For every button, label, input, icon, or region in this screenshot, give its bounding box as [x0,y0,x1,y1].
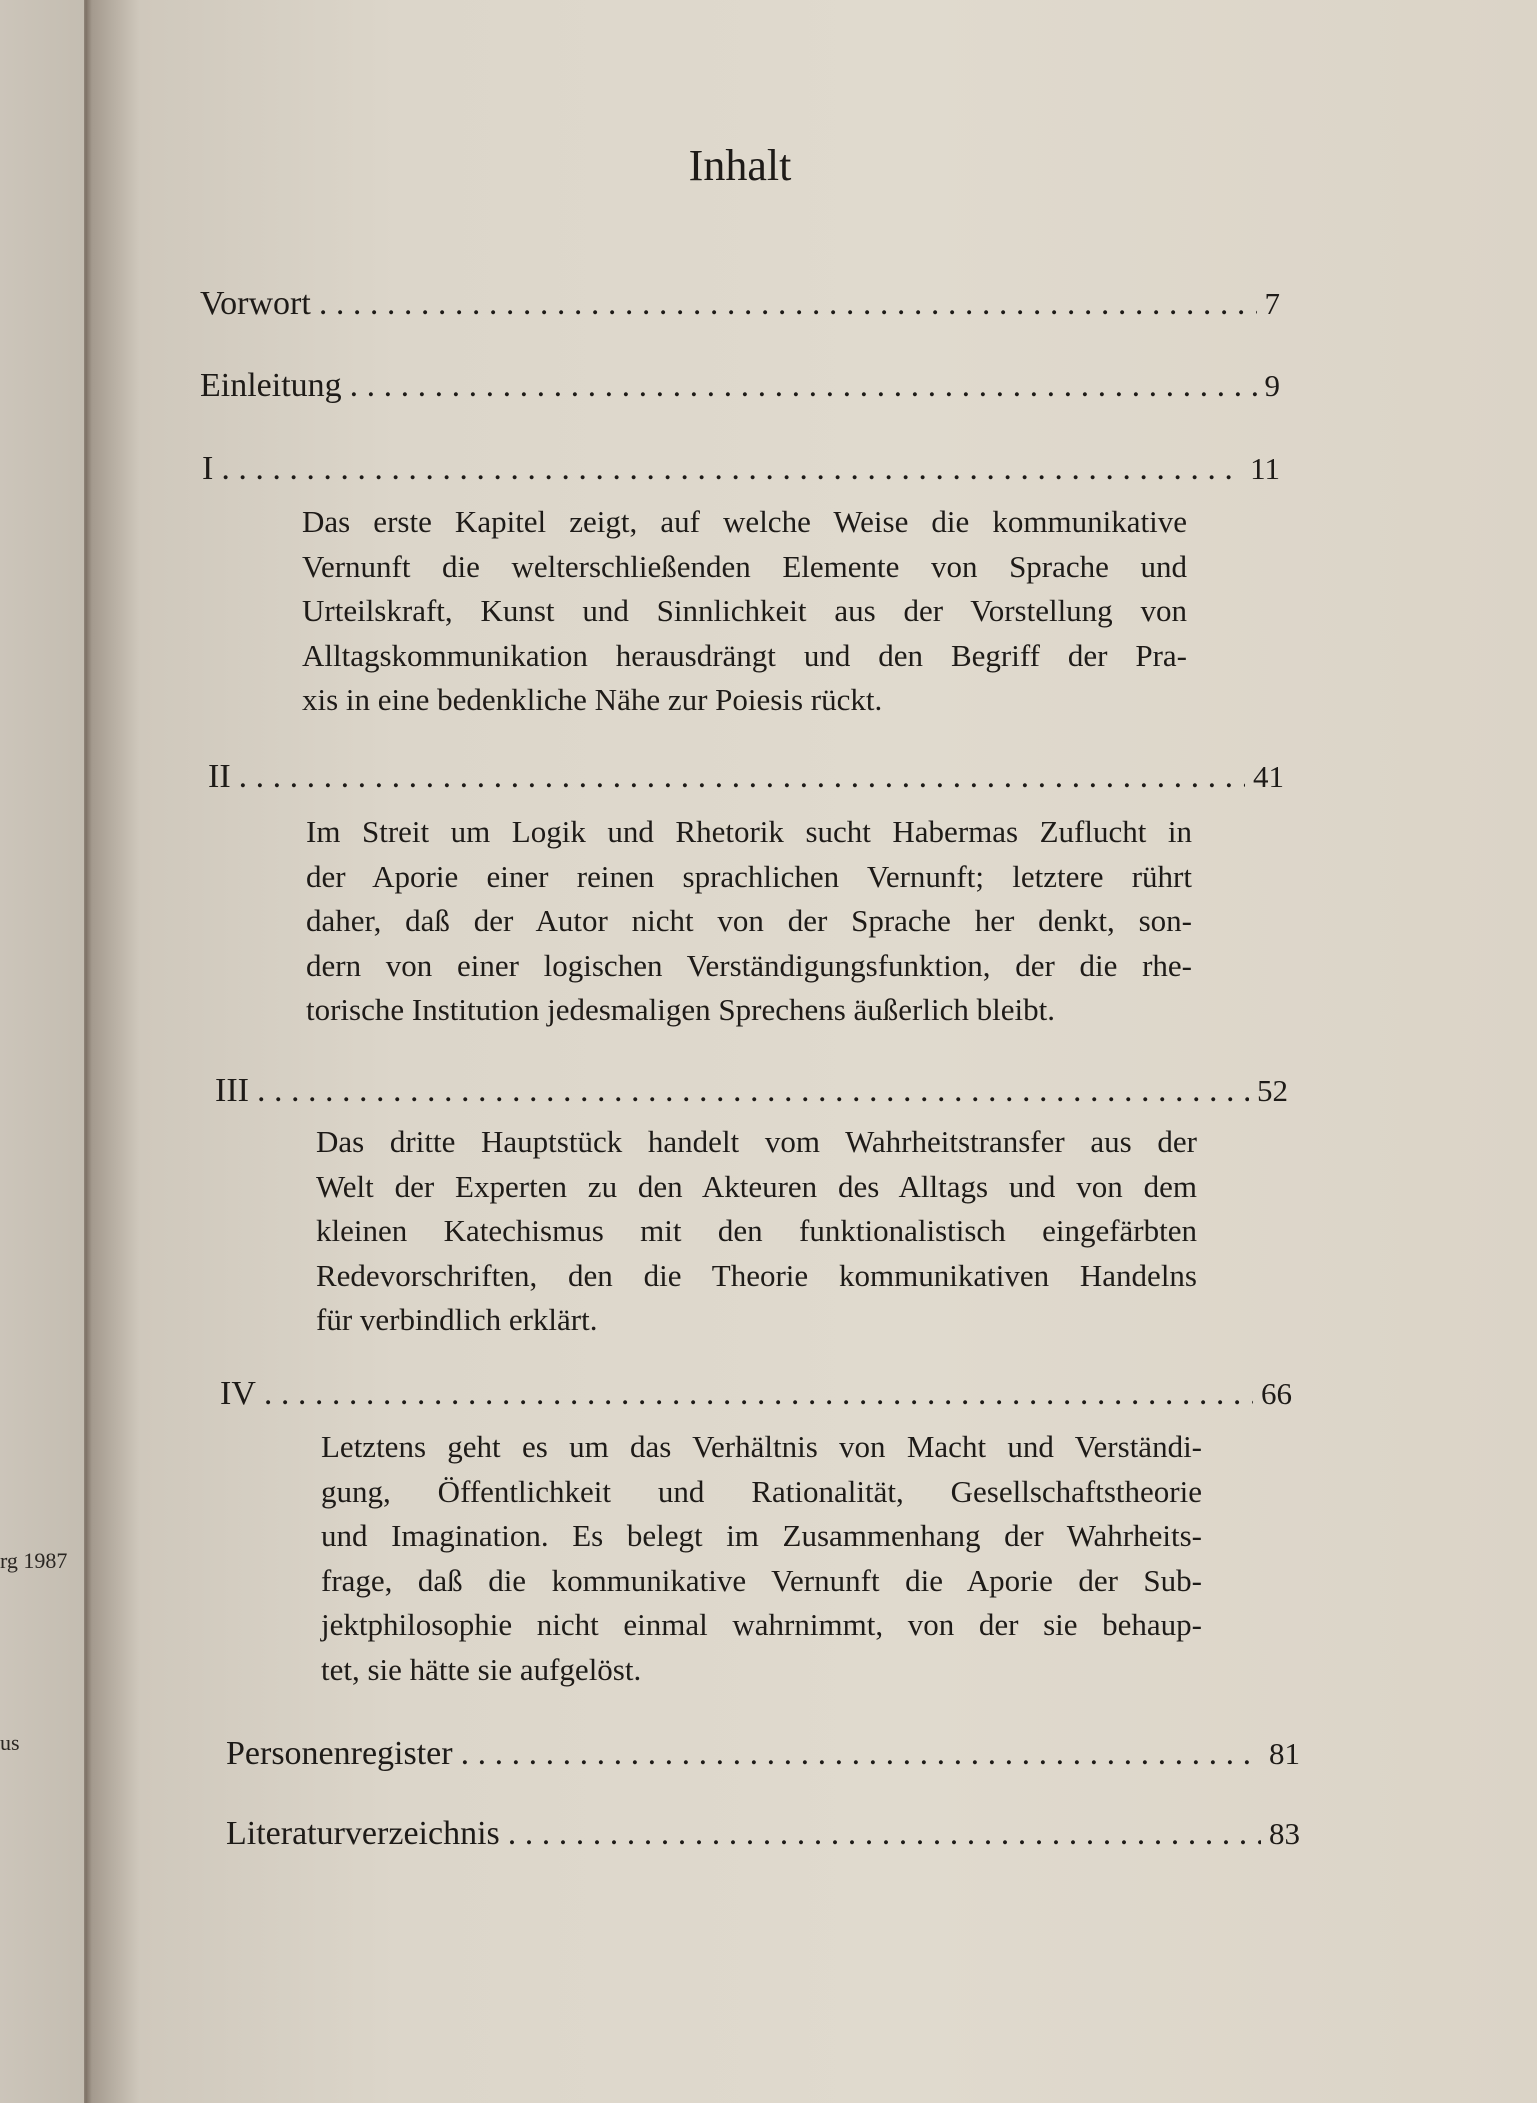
summary-line: Alltagskommunikation herausdrängt und den Begriff der Pra- [302,637,1187,673]
dot-leader [461,1735,1261,1773]
page-number: 66 [1261,1376,1292,1411]
page-number: 9 [1264,368,1280,403]
summary-line: kleinen Katechismus mit den funktionalistisch eingefärbten [316,1213,1197,1248]
chapter-summary [321,1425,1202,1692]
summary-line: tet, sie hätte sie aufgelöst. [321,1651,642,1687]
summary-line: und Imagination. Es belegt im Zusammenhang der Wahrheits- [321,1518,1202,1553]
summary-line: Im Streit um Logik und Rhetorik sucht Habermas Zuflucht in [306,814,1192,849]
dot-leader [221,450,1242,488]
summary-line: daher, daß der Autor nicht von der Sprache her denkt, son- [306,903,1192,938]
page-number: 83 [1269,1816,1300,1851]
summary-line: Redevorschriften, den die Theorie kommunikativen Handelns [316,1257,1197,1293]
entry-label: Einleitung [200,367,342,404]
summary-line: torische Institution jedesmaligen Sprechens äußerlich bleibt. [306,992,1055,1027]
summary-line: xis in eine bedenkliche Nähe zur Poiesis rückt. [302,682,883,717]
chapter-summary [306,810,1192,1033]
dot-leader [257,1072,1249,1110]
summary-line: Letztens geht es um das Verhältnis von Macht und Verständi- [321,1429,1202,1464]
left-page-edge [0,0,84,2103]
entry-label: I [202,450,214,487]
toc-entry [200,285,1280,323]
summary-line: frage, daß die kommunikative Vernunft die Aporie der Sub- [321,1562,1202,1598]
dot-leader [350,367,1257,405]
page-number: 11 [1250,451,1280,486]
left-page-fragment: us [0,1730,20,1755]
dot-leader [508,1815,1261,1853]
page-number: 81 [1269,1736,1300,1771]
entry-label: IV [220,1375,256,1412]
toc-entry [226,1735,1300,1773]
summary-line: gung, Öffentlichkeit und Rationalität, Gesellschaftstheorie [321,1473,1202,1509]
entry-label: II [208,758,231,795]
toc-entry [202,450,1280,488]
summary-line: dern von einer logischen Verständigungsfunktion, der die rhe- [306,947,1192,983]
chapter-summary [302,500,1187,723]
page-number: 41 [1253,759,1284,794]
entry-label: Personenregister [226,1735,453,1772]
summary-line: Das erste Kapitel zeigt, auf welche Weise die kommunikative [302,504,1187,539]
summary-line: jektphilosophie nicht einmal wahrnimmt, von der sie behaup- [321,1607,1202,1642]
toc-entry [226,1815,1300,1853]
toc-entry [220,1375,1292,1413]
summary-line: Vernunft die welterschließenden Elemente von Sprache und [302,548,1187,584]
summary-line: Das dritte Hauptstück handelt vom Wahrheitstransfer aus der [316,1124,1197,1159]
page-title: Inhalt [688,141,792,190]
toc-entry [200,367,1280,405]
entry-label: Literaturverzeichnis [226,1815,500,1852]
entry-label: Vorwort [200,285,311,322]
summary-line: für verbindlich erklärt. [316,1302,598,1337]
dot-leader [239,758,1245,796]
page-number: 52 [1257,1073,1288,1108]
chapter-summary [316,1120,1197,1343]
summary-line: Welt der Experten zu den Akteuren des Alltags und von dem [316,1168,1197,1204]
toc-entry [215,1072,1288,1110]
toc-entry [208,758,1284,796]
page-number: 7 [1264,286,1280,321]
summary-line: der Aporie einer reinen sprachlichen Vernunft; letztere rührt [306,858,1192,894]
dot-leader [264,1375,1253,1413]
entry-label: III [215,1072,249,1109]
dot-leader [319,285,1257,323]
summary-line: Urteilskraft, Kunst und Sinnlichkeit aus der Vorstellung von [302,593,1187,628]
left-page-fragment: rg 1987 [0,1548,68,1573]
